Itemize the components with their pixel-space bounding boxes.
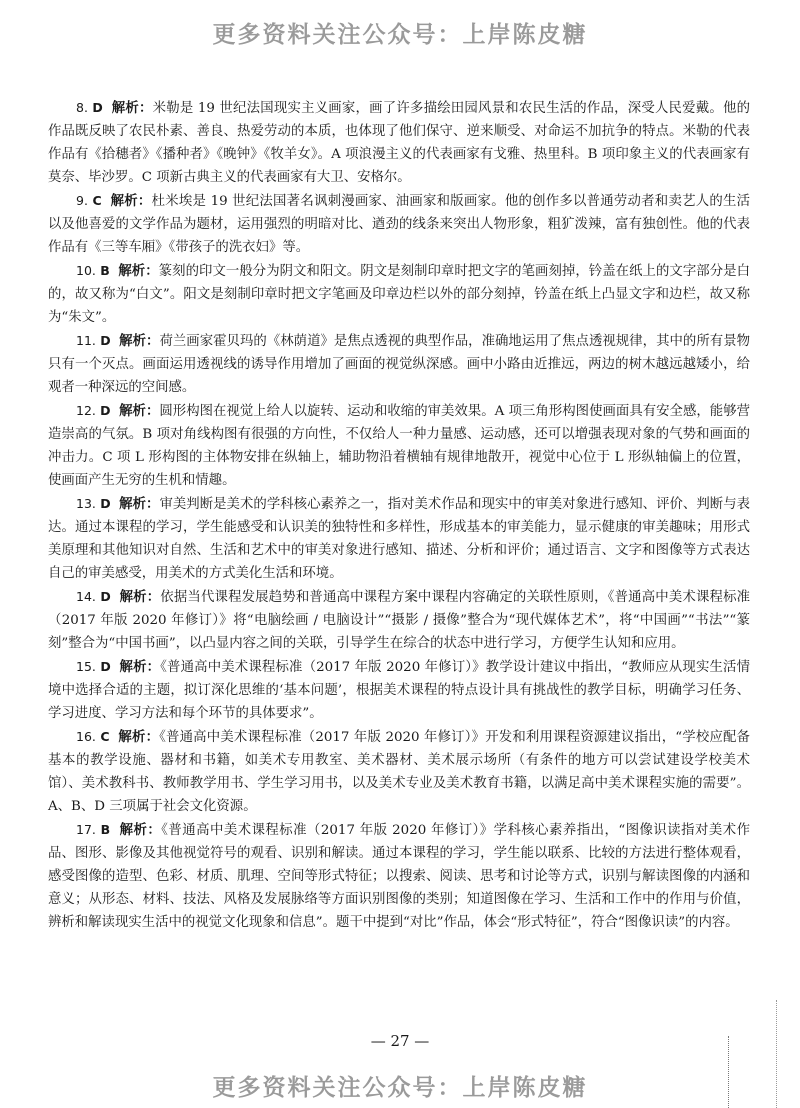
explanation-item xyxy=(48,96,750,189)
explanation-text: 《普通高中美术课程标准（2017 年版 2020 年修订）》学科核心素养指出，“图像识读指对美术作品、图形、影像及其他视觉符号的观看、识别和解读。通过本课程的学习，学生能以联系、比较的方法进行整体观看，感受图像的造型、色彩、材质、肌理、空间等形式特征；以搜索、阅读、思考和讨论等方式，识别与解读图像的内涵和意义；从形态、材料、技法、风格及发展脉络等方面识别图像的类别；知道图像在学习、生活和工作中的作用与价值，辨析和解读现实生活中的视觉文化现象和信息”。题干中提到“对比”作品，体会“形式特征”，符合“图像识读”的内容。 xyxy=(48,823,750,930)
analysis-label: 解析： xyxy=(119,823,162,838)
answer-letter: D xyxy=(100,496,111,511)
analysis-label: 解析： xyxy=(119,404,160,419)
explanation-text: 米勒是 19 世纪法国现实主义画家，画了许多描绘田园风景和农民生活的作品，深受人民爱戴。他的作品既反映了农民朴素、善良、热爱劳动的本质，也体现了他们保守、逆来顺受、对命运不加抗争的特点。米勒的代表作品有《拾穗者》《播种者》《晚钟》《牧羊女》。A 项浪漫主义的代表画家有戈雅、热里科。B 项印象主义的代表画家有莫奈、毕沙罗。C 项新古典主义的代表画家有大卫、安格尔。 xyxy=(48,101,750,185)
explanation-item xyxy=(48,492,750,585)
answer-letter: C xyxy=(92,193,102,208)
analysis-label: 解析： xyxy=(118,264,159,279)
question-number: 9. xyxy=(76,193,88,208)
answer-explanations xyxy=(48,96,750,934)
analysis-label: 解析： xyxy=(110,194,152,209)
explanation-text: 荷兰画家霍贝玛的《林荫道》是焦点透视的典型作品，准确地运用了焦点透视规律，其中的所有景物只有一个灭点。画面运用透视线的诱导作用增加了画面的视觉纵深感。画中小路由近推远，两边的树木越远越矮小，给观者一种深远的空间感。 xyxy=(48,334,751,395)
explanation-text: 审美判断是美术的学科核心素养之一，指对美术作品和现实中的审美对象进行感知、评价、判断与表达。通过本课程的学习，学生能感受和认识美的独特性和多样性，形成基本的审美能力，显示健康的审美趣味；用形式美原理和其他知识对自然、生活和艺术中的审美对象进行感知、描述、分析和评价；通过语言、文字和图像等方式表达自己的审美感受，用美术的方式美化生活和环境。 xyxy=(48,497,751,581)
explanation-text: 杜米埃是 19 世纪法国著名讽刺漫画家、油画家和版画家。他的创作多以普通劳动者和卖艺人的生活以及他喜爱的文学作品为题材，运用强烈的明暗对比、遒劲的线条来突出人物形象，粗犷泼辣，富有独创性。他的代表作品有《三等车厢》《带孩子的洗衣妇》等。 xyxy=(48,194,751,255)
answer-letter: C xyxy=(100,729,110,744)
explanation-item xyxy=(48,655,750,725)
page-number: — 27 — xyxy=(370,1032,430,1050)
explanation-text: 篆刻的印文一般分为阴文和阳文。阴文是刻制印章时把文字的笔画刻掉，钤盖在纸上的文字部分是白的，故又称为“白文”。阳文是刻制印章时把文字笔画及印章边栏以外的部分刻掉，钤盖在纸上凸显文字和边栏，故又称为“朱文”。 xyxy=(48,264,751,325)
answer-letter: D xyxy=(92,100,103,115)
analysis-label: 解析： xyxy=(119,660,161,675)
answer-letter: D xyxy=(100,403,111,418)
explanation-text: 《普通高中美术课程标准（2017 年版 2020 年修订）》教学设计建议中指出，“教师应从现实生活情境中选择合适的主题，拟订深化思维的‘基本问题’，根据美术课程的特点设计具有挑战性的教学目标，明确学习任务、学习进度、学习方法和每个环节的具体要求”。 xyxy=(48,660,750,721)
question-number: 13. xyxy=(76,496,96,511)
answer-letter: D xyxy=(100,659,111,674)
explanation-item xyxy=(48,585,750,655)
answer-letter: B xyxy=(100,822,111,837)
answer-letter: D xyxy=(100,589,111,604)
question-number: 15. xyxy=(76,659,96,674)
explanation-item xyxy=(48,259,750,329)
answer-letter: D xyxy=(100,333,111,348)
explanation-item xyxy=(48,329,750,399)
question-number: 11. xyxy=(76,333,96,348)
analysis-label: 解析： xyxy=(119,334,160,349)
question-number: 8. xyxy=(76,100,88,115)
answer-letter: B xyxy=(100,263,110,278)
question-number: 16. xyxy=(76,729,96,744)
watermark-top: 更多资料关注公众号：上岸陈皮糖 xyxy=(212,22,588,48)
explanation-item xyxy=(48,399,750,492)
explanation-item xyxy=(48,818,750,934)
question-number: 10. xyxy=(76,263,96,278)
analysis-label: 解析： xyxy=(119,497,160,512)
explanation-text: 圆形构图在视觉上给人以旋转、运动和收缩的审美效果。A 项三角形构图使画面具有安全感，能够营造崇高的气氛。B 项对角线构图有很强的方向性，不仅给人一种力量感、运动感，还可以增强表现对象的气势和画面的冲击力。C 项 L 形构图的主体物安排在纵轴上，辅助物沿着横轴有规律地散开，视觉中心位于 L 形纵轴偏上的位置，使画面产生无穷的生机和情趣。 xyxy=(48,404,751,488)
watermark-bottom: 更多资料关注公众号：上岸陈皮糖 xyxy=(212,1075,588,1101)
explanation-text: 《普通高中美术课程标准（2017 年版 2020 年修订）》开发和利用课程资源建议指出，“学校应配备基本的教学设施、器材和书籍，如美术专用教室、美术器材、美术展示场所（有条件的地方可以尝试建设学校美术馆）、美术教科书、教师教学用书、学生学习用书，以及美术专业及美术教育书籍，以满足高中美术课程实施的需要”。A、B、D 三项属于社会文化资源。 xyxy=(48,730,751,814)
analysis-label: 解析： xyxy=(119,590,161,605)
explanation-item xyxy=(48,725,750,818)
question-number: 14. xyxy=(76,589,96,604)
question-number: 12. xyxy=(76,403,96,418)
explanation-text: 依据当代课程发展趋势和普通高中课程方案中课程内容确定的关联性原则，《普通高中美术课程标准（2017 年版 2020 年修订）》将“电脑绘画 / 电脑设计”“摄影 / 摄像”整合为“现代媒体艺术”，将“中国画”“书法”“篆刻”整合为“中国书画”，以凸显内容之间的关联，引导学生在综合的状态中进行学习，方便学生认知和应用。 xyxy=(48,590,751,651)
analysis-label: 解析： xyxy=(111,101,153,116)
question-number: 17. xyxy=(76,822,96,837)
analysis-label: 解析： xyxy=(118,730,160,745)
explanation-item xyxy=(48,189,750,259)
